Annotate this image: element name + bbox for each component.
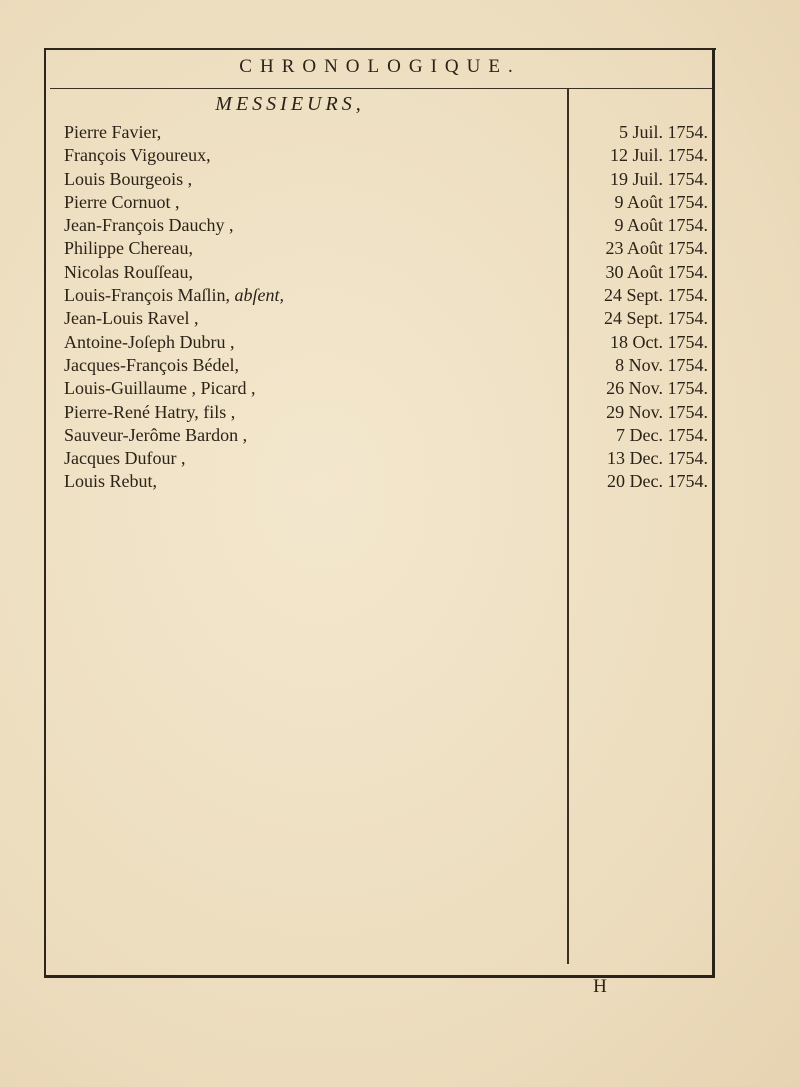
list-item-date: 26 Nov. 1754. [606,378,708,399]
list-item-date: 24 Sept. 1754. [603,308,708,329]
list-item-name [64,191,524,214]
frame-right-rule [712,48,715,978]
list-item-name [64,121,524,144]
header-rule [50,88,712,89]
list-item-name [64,401,524,424]
list-item-name [64,214,524,237]
list-item-date: 29 Nov. 1754. [606,401,708,422]
list-item-date: 9 Août 1754. [614,191,708,212]
column-divider [567,89,569,964]
list-item-name [64,424,524,447]
member-name: Jean-Louis Ravel , [64,308,199,329]
member-name: Jacques-François Bédel, [64,354,239,375]
list-item-date: 8 Nov. 1754. [615,354,708,375]
member-name: Louis Bourgeois , [64,168,193,189]
list-item-date: 19 Juil. 1754. [609,168,708,189]
list-item-date: 30 Août 1754. [605,261,708,282]
list-item-date: 20 Dec. 1754. [607,471,708,492]
list-item-name [64,331,524,354]
member-name: Pierre Favier, [64,122,162,142]
list-item-date: 24 Sept. 1754. [603,285,708,306]
frame-top-rule [44,48,716,50]
list-item-date: 13 Dec. 1754. [607,448,708,469]
list-item-name [64,377,524,400]
list-item-name [64,284,524,307]
list-item-date: 18 Oct. 1754. [610,331,708,352]
member-name: Sauveur-Jerôme Bardon , [64,424,248,445]
names-column [64,121,524,494]
frame-left-rule [44,48,46,978]
list-item-name [64,307,524,330]
signature-mark: H [593,976,607,997]
list-item-name [64,261,524,284]
list-item-name [64,144,524,167]
member-name: Jean-François Dauchy , [64,215,234,236]
list-item-date: 7 Dec. 1754. [616,424,708,445]
list-item-name [64,447,524,470]
list-item-date: 9 Août 1754. [614,215,708,236]
member-name: Pierre Cornuot , [64,191,180,212]
list-item-date: 12 Juil. 1754. [609,145,708,166]
member-name: Philippe Chereau, [64,238,193,259]
member-name: Antoine-Joſeph Dubru , [64,331,235,352]
member-name: Pierre-René Hatry, fils , [64,401,236,422]
list-item-name [64,237,524,260]
dates-column [572,121,712,494]
member-name: Nicolas Rouſſeau, [64,261,193,282]
member-note: abſent, [234,285,284,306]
list-item-name [64,354,524,377]
column-title: MESSIEURS, [215,93,365,115]
list-item-name [64,470,524,493]
list-item-date: 5 Juil. 1754. [618,122,708,142]
list-item-name [64,168,524,191]
member-name: Louis Rebut, [64,471,157,492]
list-item-date: 23 Août 1754. [605,238,708,259]
member-name: Louis-Guillaume , Picard , [64,378,256,399]
member-name: François Vigoureux, [64,145,211,166]
running-title: CHRONOLOGIQUE. [239,56,521,77]
member-name: Jacques Dufour , [64,448,186,469]
member-name: Louis-François Maſlin, [64,285,230,306]
